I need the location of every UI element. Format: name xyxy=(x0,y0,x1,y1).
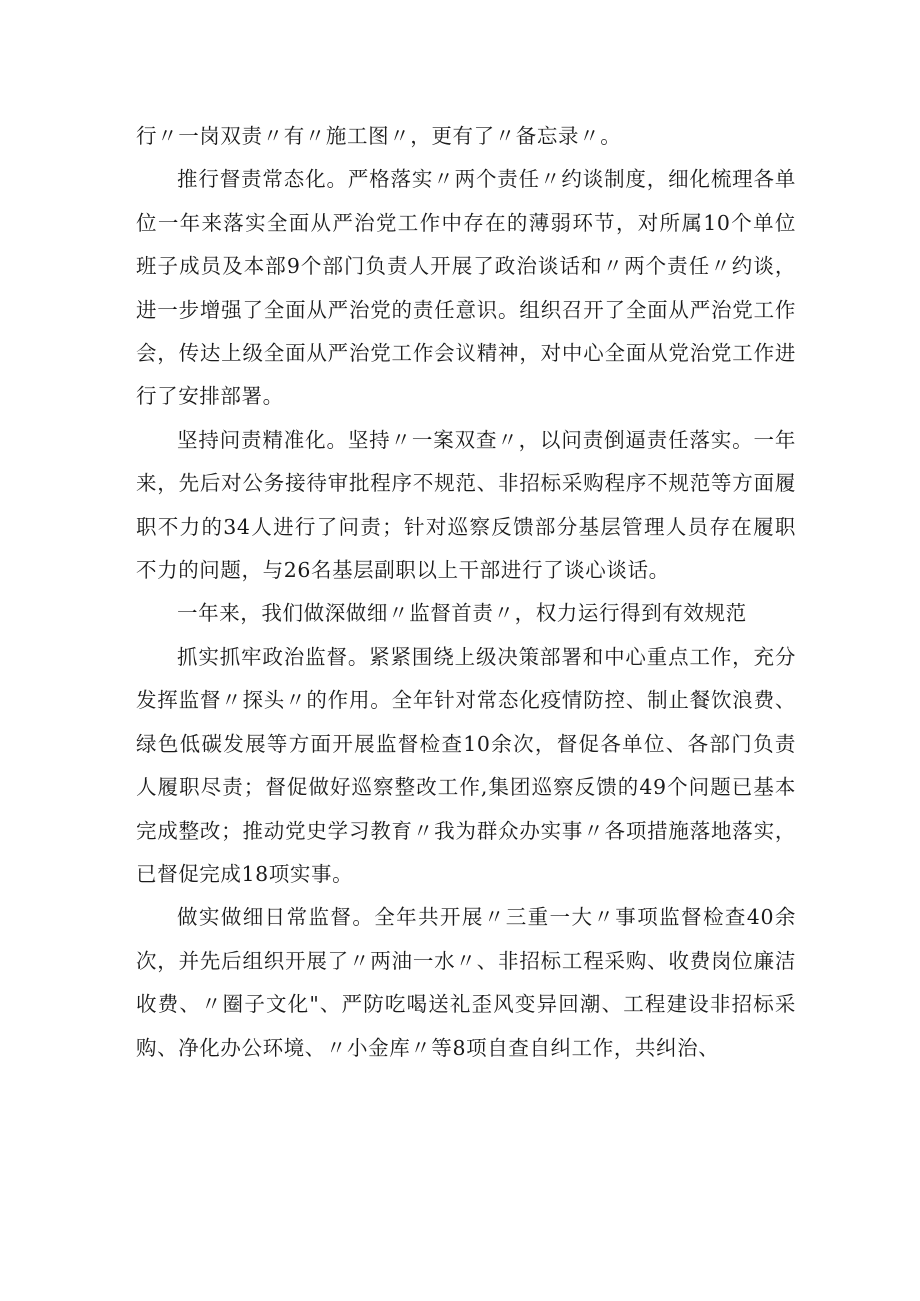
document-body xyxy=(136,115,796,1070)
paragraph-daily-supervision: 做实做细日常监督。全年共开展〃三重一大〃事项监督检查40余次，并先后组织开展了〃两油一水〃、非招标工程采购、收费岗位廉洁收费、〃圈子文化"、严防吃喝送礼歪风变异回潮、工程建设非招标采购、净化办公环境、〃小金库〃等8项自查自纠工作，共纠治、 xyxy=(136,905,796,1060)
paragraph-section-heading: 一年来，我们做深做细〃监督首责〃，权力运行得到有效规范 xyxy=(177,601,747,626)
paragraph-continuation: 行〃一岗双责〃有〃施工图〃，更有了〃备忘录〃。 xyxy=(136,124,622,148)
paragraph-supervision-normalization: 推行督责常态化。严格落实〃两个责任〃约谈制度，细化梳理各单位一年来落实全面从严治党工作中存在的薄弱环节，对所属10个单位班子成员及本部9个部门负责人开展了政治谈话和〃两个责任〃约谈，进一步增强了全面从严治党的责任意识。组织召开了全面从严治党工作会，传达上级全面从严治党工作会议精神，对中心全面从党治党工作进行了安排部署。 xyxy=(136,167,796,409)
paragraph-political-supervision: 抓实抓牢政治监督。紧紧围绕上级决策部署和中心重点工作，充分发挥监督〃探头〃的作用。全年针对常态化疫情防控、制止餐饮浪费、绿色低碳发展等方面开展监督检查10余次，督促各单位、各部门负责人履职尽责；督促做好巡察整改工作,集团巡察反馈的49个问题已基本完成整改；推动党史学习教育〃我为群众办实事〃各项措施落地落实，已督促完成18项实事。 xyxy=(136,644,796,886)
paragraph-accountability-precision: 坚持问责精准化。坚持〃一案双查〃，以问责倒逼责任落实。一年来，先后对公务接待审批程序不规范、非招标采购程序不规范等方面履职不力的34人进行了问责；针对巡察反馈部分基层管理人员存在履职不力的问题，与26名基层副职以上干部进行了谈心谈话。 xyxy=(136,427,796,583)
